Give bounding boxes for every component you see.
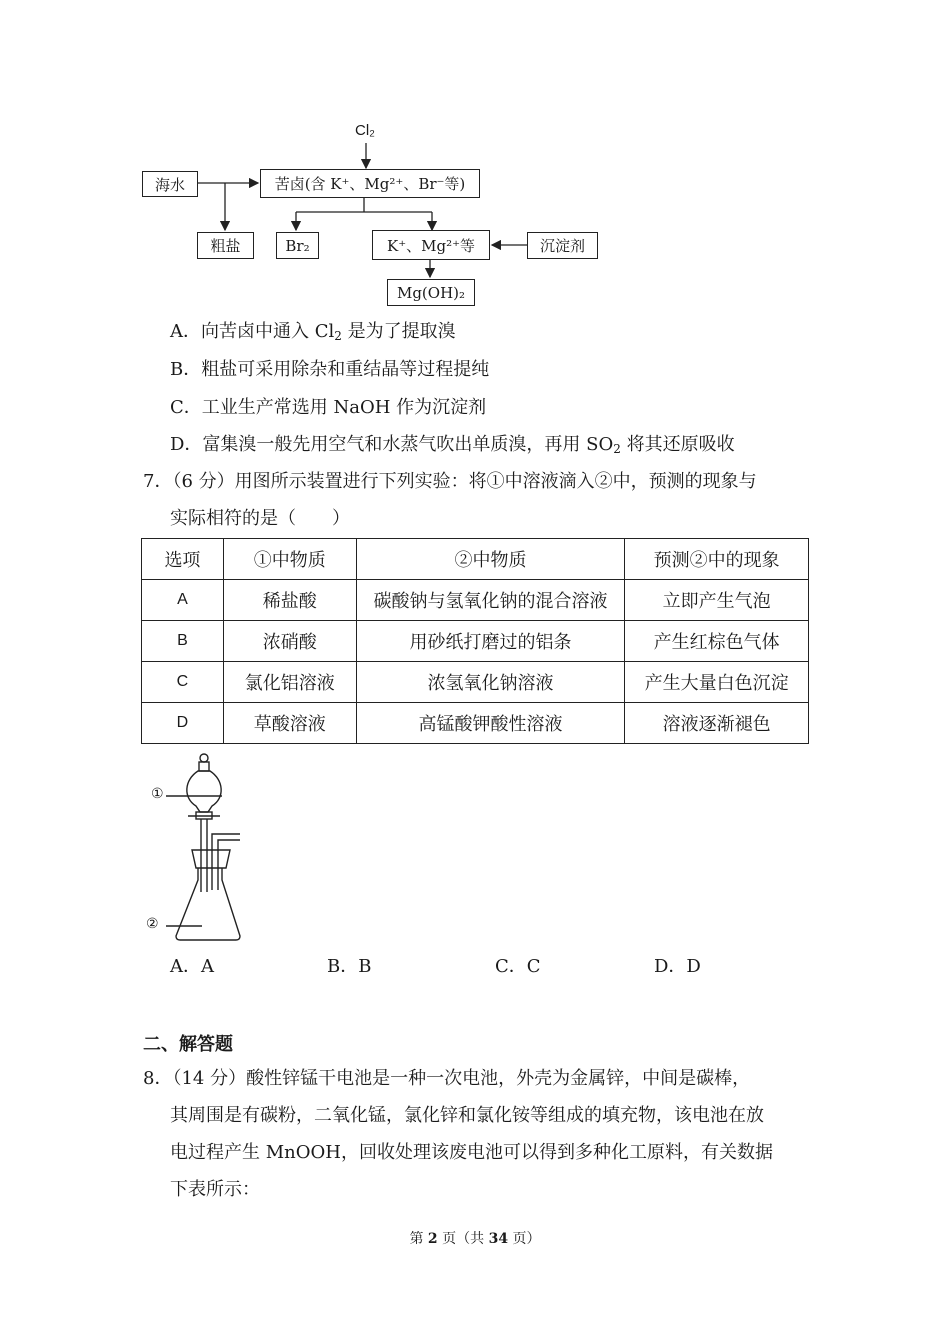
apparatus-label-2: ② [146, 916, 159, 932]
q7-number: 7． [143, 471, 173, 492]
brine-box: 苦卤(含 K⁺、Mg²⁺、Br⁻等) [260, 169, 480, 198]
table-cell: 浓氢氧化钠溶液 [356, 662, 625, 703]
table-cell: 溶液逐渐褪色 [625, 703, 809, 744]
table-cell: 产生红棕色气体 [625, 621, 809, 662]
precipitant-box: 沉淀剂 [527, 232, 598, 259]
flowchart-arrows [0, 0, 950, 320]
table-row [142, 662, 809, 703]
table-row [142, 580, 809, 621]
section-heading: 二、解答题 [143, 1034, 233, 1055]
k-mg-box: K⁺、Mg²⁺等 [372, 230, 490, 260]
q7-answer-c: C．C [495, 956, 541, 977]
table-cell: 产生大量白色沉淀 [625, 662, 809, 703]
seawater-box: 海水 [142, 171, 198, 197]
table-cell: 稀盐酸 [223, 580, 356, 621]
q6-option-c: C．工业生产常选用 NaOH 作为沉淀剂 [170, 397, 487, 418]
current-page: 2 [427, 1231, 438, 1247]
table-cell: 草酸溶液 [223, 703, 356, 744]
q7-answer-b: B．B [327, 956, 372, 977]
page-footer: 第 2 页（共 34 页） [409, 1231, 541, 1247]
br2-box: Br₂ [276, 232, 319, 259]
table-cell: D [142, 703, 224, 744]
q7-stem-line2: 实际相符的是（ ） [170, 508, 350, 529]
apparatus-label-1: ① [151, 786, 164, 802]
table-cell: 氯化铝溶液 [223, 662, 356, 703]
q8-line3: 电过程产生 MnOOH，回收处理该废电池可以得到多种化工原料，有关数据 [170, 1142, 773, 1163]
q8-line1: 8．（14 分）酸性锌锰干电池是一种一次电池，外壳为金属锌，中间是碳棒， [143, 1068, 751, 1089]
total-pages: 34 [488, 1231, 509, 1247]
table-header: ②中物质 [356, 539, 625, 580]
q7-table [141, 538, 809, 744]
table-cell: 立即产生气泡 [625, 580, 809, 621]
crude-salt-box: 粗盐 [197, 232, 254, 259]
q7-answer-d: D．D [654, 956, 701, 977]
table-cell: 浓硝酸 [223, 621, 356, 662]
q8-line2: 其周围是有碳粉，二氧化锰，氯化锌和氯化铵等组成的填充物，该电池在放 [170, 1105, 764, 1126]
q8-line4: 下表所示： [170, 1179, 260, 1200]
table-header: 选项 [142, 539, 224, 580]
table-header-row [142, 539, 809, 580]
table-header: ①中物质 [223, 539, 356, 580]
table-row [142, 703, 809, 744]
table-cell: 用砂纸打磨过的铝条 [356, 621, 625, 662]
q6-option-b: B．粗盐可采用除杂和重结晶等过程提纯 [170, 359, 490, 380]
table-cell: C [142, 662, 224, 703]
cl2-label: Cl₂ [355, 122, 375, 139]
q8-number: 8． [143, 1068, 173, 1089]
table-cell: A [142, 580, 224, 621]
mgoh2-box: Mg(OH)₂ [387, 279, 475, 306]
q7-stem-line1: 7．（6 分）用图所示装置进行下列实验：将①中溶液滴入②中，预测的现象与 [143, 471, 757, 492]
q6-option-d: D．富集溴一般先用空气和水蒸气吹出单质溴，再用 $SO_2$ 将其还原吸收 [170, 434, 735, 456]
table-cell: 高锰酸钾酸性溶液 [356, 703, 625, 744]
q6-option-a: A．向苦卤中通入 $Cl_2$ 是为了提取溴 [170, 321, 456, 343]
table-header: 预测②中的现象 [625, 539, 809, 580]
table-cell: B [142, 621, 224, 662]
table-row [142, 621, 809, 662]
q7-answer-a: A．A [170, 956, 214, 977]
table-cell: 碳酸钠与氢氧化钠的混合溶液 [356, 580, 625, 621]
